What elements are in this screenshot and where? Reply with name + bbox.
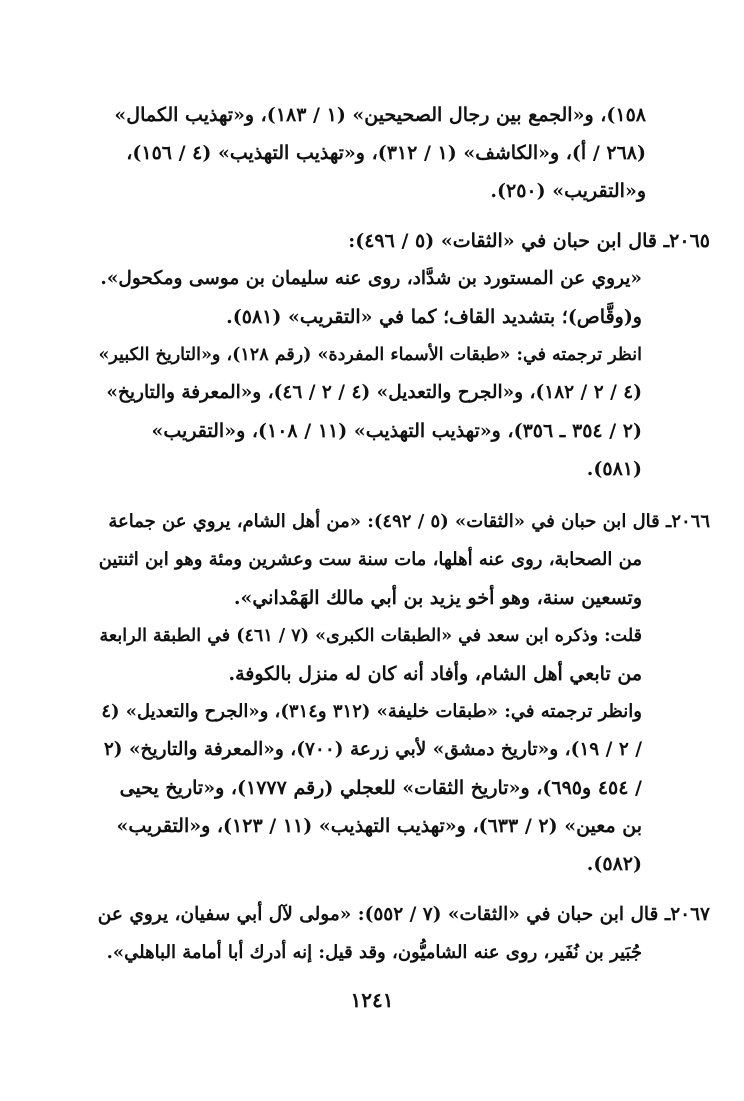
entry-number: ٢٠٦٧ـ bbox=[664, 904, 710, 925]
text-line: (٤ / ٢ / ١٨٢)، و«الجرح والتعديل» (٤ / ٢ / ٤٦)، و«المعرفة والتاريخ» bbox=[106, 382, 642, 403]
entry-number: ٢٠٦٦ـ bbox=[666, 511, 710, 532]
text-line: / ٢ / ١٩)، و«تاريخ دمشق» لأبي زرعة (٧٠٠)، و«المعرفة والتاريخ» (٢ bbox=[103, 739, 642, 760]
text-line: قلت: وذكره ابن سعد في «الطبقات الكبرى» (٧ / ٤٦١) في الطبقة الرابعة bbox=[99, 626, 642, 646]
entry-2067 bbox=[96, 896, 710, 972]
text-line: قال ابن حبان في «الثقات» (٧ / ٥٥٢): «مولى لآل أبي سفيان، يروي عن bbox=[97, 904, 659, 925]
text-line: بن معين» (٢ / ٦٣٣)، و«تهذيب التهذيب» (١١ / ١٢٣)، و«التقريب» bbox=[116, 815, 642, 837]
entry-2066 bbox=[96, 503, 710, 883]
entry-number: ٢٠٦٥ـ bbox=[663, 230, 710, 252]
text-line: من الصحابة، روى عنه أهلها، مات سنة ست وعشرين ومئة وهو ابن اثنتين bbox=[98, 549, 642, 570]
text-line: (٥٨١). bbox=[586, 458, 642, 480]
entry-first-line bbox=[96, 503, 710, 541]
text-line: و(وقَّاص)؛ بتشديد القاف؛ كما في «التقريب» (٥٨١). bbox=[226, 306, 642, 328]
text-line: من تابعي أهل الشام، وأفاد أنه كان له منزل بالكوفة. bbox=[228, 663, 642, 685]
continuation-paragraph bbox=[96, 96, 646, 210]
text-line: وتسعين سنة، وهو أخو يزيد بن أبي مالك الهَمْداني». bbox=[233, 587, 642, 609]
page-number: ١٢٤١ bbox=[350, 988, 394, 1012]
text-line: / ٤٥٤ و٦٩٥)، و«تاريخ الثقات» للعجلي (رقم ١٧٧٧)، و«تاريخ يحيى bbox=[119, 777, 642, 799]
text-line: قال ابن حبان في «الثقات» (٥ / ٤٩٦): bbox=[348, 230, 657, 252]
text-line: (٢٦٨ / أ)، و«الكاشف» (١ / ٣١٢)، و«تهذيب التهذيب» (٤ / ١٥٦)، bbox=[126, 142, 646, 164]
text-line: (٥٨٢). bbox=[586, 853, 642, 875]
entry-first-line bbox=[96, 896, 710, 934]
text-line: قال ابن حبان في «الثقات» (٥ / ٤٩٢): «من أهل الشام، يروي عن جماعة bbox=[108, 511, 660, 532]
entry-first-line bbox=[96, 222, 710, 260]
text-line: (٢ / ٣٥٤ ـ ٣٥٦)، و«تهذيب التهذيب» (١١ / ١٠٨)، و«التقريب» bbox=[151, 420, 642, 442]
text-line: جُبَير بن نُفَير، روى عنه الشاميُّون، وقد قيل: إنه أدرك أبا أمامة الباهلي». bbox=[106, 942, 642, 963]
text-line: ١٥٨)، و«الجمع بين رجال الصحيحين» (١ / ١٨٣)، و«تهذيب الكمال» bbox=[114, 104, 646, 126]
text-line: انظر ترجمته في: «طبقات الأسماء المفردة» (رقم ١٢٨)، و«التاريخ الكبير» bbox=[98, 345, 642, 365]
text-line: و«التقريب» (٢٥٠). bbox=[490, 180, 646, 202]
text-line: «يروي عن المستورد بن شدَّاد، روى عنه سليمان بن موسى ومكحول». bbox=[100, 268, 642, 289]
entry-2065 bbox=[96, 222, 710, 488]
text-line: وانظر ترجمته في: «طبقات خليفة» (٣١٢ و٣١٤)، و«الجرح والتعديل» (٤ bbox=[101, 701, 642, 722]
